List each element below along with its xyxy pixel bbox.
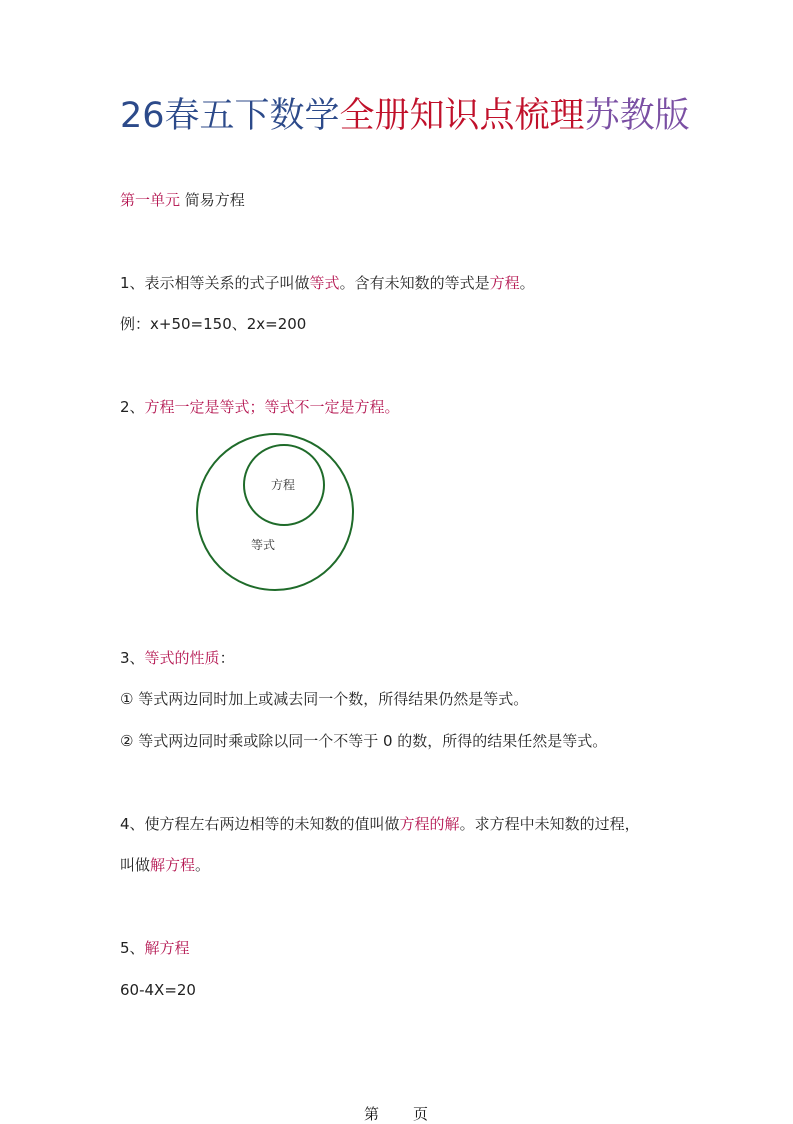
item-4-line-2-text-a: 叫做 bbox=[120, 856, 151, 874]
item-2-text: 方程一定是等式；等式不一定是方程。 bbox=[144, 398, 400, 416]
item-3 bbox=[120, 647, 235, 669]
item-2-number: 2、 bbox=[120, 398, 145, 416]
item-4-line-2-text-c: 。 bbox=[195, 856, 211, 874]
item-4-term-solving: 解方程 bbox=[150, 856, 196, 874]
item-5 bbox=[120, 937, 190, 959]
item-4-line-2 bbox=[120, 854, 210, 876]
title-part-3: 苏教版 bbox=[584, 96, 690, 136]
item-5-number: 5、 bbox=[120, 939, 145, 957]
item-1-text-a: 1、表示相等关系的式子叫做 bbox=[120, 274, 310, 292]
property-1: ① 等式两边同时加上或减去同一个数，所得结果仍然是等式。 bbox=[120, 690, 529, 708]
item-4 bbox=[120, 813, 640, 835]
equation-line: 60-4X=20 bbox=[120, 981, 196, 999]
item-5-text: 解方程 bbox=[144, 939, 190, 957]
title-part-1: 26春五下数学 bbox=[120, 96, 340, 136]
equation-equality-venn-diagram bbox=[193, 432, 419, 597]
item-1-text-e: 。 bbox=[519, 274, 535, 292]
title-part-2: 全册知识点梳理 bbox=[339, 96, 585, 136]
inner-circle-label: 方程 bbox=[270, 478, 296, 492]
item-3-number: 3、 bbox=[120, 649, 145, 667]
footer-page-label-right: 页 bbox=[413, 1105, 429, 1123]
item-1-text-c: 。含有未知数的等式是 bbox=[339, 274, 490, 292]
outer-circle-equality bbox=[197, 434, 353, 590]
example-line: 例：x+50=150、2x=200 bbox=[120, 315, 307, 333]
item-3-colon: ： bbox=[219, 649, 235, 667]
item-1-term-equality: 等式 bbox=[309, 274, 340, 292]
unit-name: 简易方程 bbox=[180, 191, 245, 209]
unit-label: 第一单元 bbox=[120, 191, 181, 209]
document-title bbox=[120, 92, 690, 140]
item-3-text: 等式的性质 bbox=[144, 649, 220, 667]
item-4-text-a: 4、使方程左右两边相等的未知数的值叫做 bbox=[120, 815, 400, 833]
item-1-term-equation: 方程 bbox=[489, 274, 520, 292]
unit-heading bbox=[120, 189, 245, 211]
item-4-term-solution: 方程的解 bbox=[399, 815, 460, 833]
footer-page-label-left: 第 bbox=[364, 1105, 380, 1123]
item-2 bbox=[120, 396, 400, 418]
item-4-text-c: 。求方程中未知数的过程， bbox=[459, 815, 640, 833]
item-1 bbox=[120, 272, 535, 294]
property-2: ② 等式两边同时乘或除以同一个不等于 0 的数，所得的结果任然是等式。 bbox=[120, 732, 608, 750]
outer-circle-label: 等式 bbox=[250, 538, 276, 552]
